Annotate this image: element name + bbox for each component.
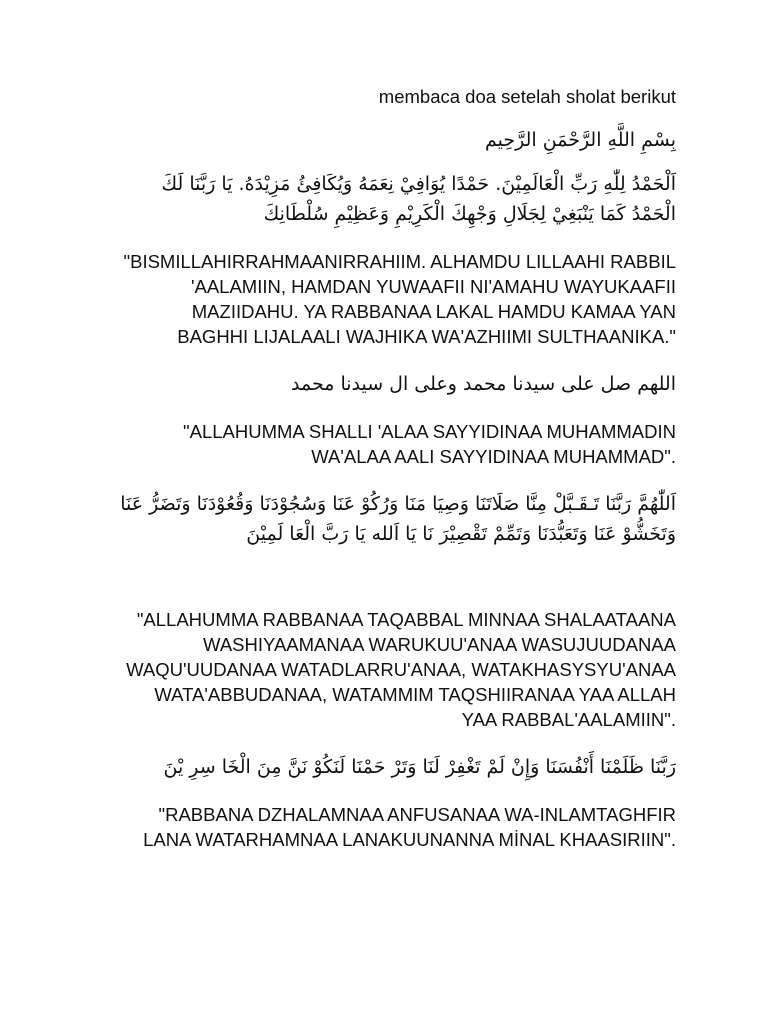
heading-text: membaca doa setelah sholat berikut: [378, 86, 676, 107]
hamdalah-arabic: اَلْحَمْدُ لِلّٰهِ رَبِّ الْعَالَمِيْنَ. حَمْدًا يُوَافِيْ نِعَمَهُ وَيُكَافِئُ مَزِيْدَهُ. يَا رَبَّنَا لَكَ الْحَمْدُ كَمَا يَنْبَغِيْ لِجَلَالِ وَجْهِكَ الْكَرِيْمِ وَعَظِيْمِ سُلْطَانِكَ: [161, 173, 676, 225]
basmalah-arabic: بِسْمِ اللَّهِ الرَّحْمَنِ الرَّحِيم: [485, 129, 676, 151]
document-page: [118, 84, 676, 852]
taqabbal-transliteration: "ALLAHUMMA RABBANAA TAQABBAL MINNAA SHALAATAANA WASHIYAAMANAA WARUKUU'ANAA WASUJUUDANAA WAQU'UUDANAA WATADLARRU'ANAA, WATAKHASYSYU'ANAA WATA'ABBUDANAA, WATAMMIM TAQSHIIRANAA YAA ALLAH YAA RABBAL'AALAMIIN".: [126, 609, 676, 730]
rabbana-transliteration: "RABBANA DZHALAMNAA ANFUSANAA WA-INLAMTAGHFIR LANA WATARHAMNAA LANAKUUNANNA MİNAL KHAASIRIIN".: [143, 804, 676, 850]
shalawat-transliteration: "ALLAHUMMA SHALLI 'ALAA SAYYIDINAA MUHAMMADIN WA'ALAA AALI SAYYIDINAA MUHAMMAD".: [183, 421, 676, 467]
rabbana-arabic: رَبَّنَا ظَلَمْنَا أَنْفُسَنَا وَإِنْ لَمْ تَغْفِرْ لَنَا وَتَرْ حَمْنَا لَنَكُوْ نَنَّ مِنَ الْخَا سِرِ يْنَ: [163, 756, 676, 778]
taqabbal-arabic: اَللّٰهُمَّ رَبَّنَا تَـقَـبَّلْ مِنَّا صَلَاتَنَا وَصِيَا مَنَا وَرُكُوْ عَنَا وَسُجُوْدَنَا وَقُعُوْدَنَا وَتَضَرُّ عَنَا وَتَخَشُّوْ عَنَا وَتَعَبُّدَنَا وَتَمِّمْ تَقْصِيْرَ نَا يَا اَلله يَا رَبَّ الْعَا لَمِيْنَ: [120, 493, 676, 545]
hamdalah-transliteration: "BISMILLAHIRRAHMAANIRRAHIIM. ALHAMDU LILLAAHI RABBIL 'AALAMIIN, HAMDAN YUWAAFII NI'AMAHU WAYUKAAFII MAZIIDAHU. YA RABBANAA LAKAL HAMDU KAMAA YAN BAGHHI LIJALAALI WAJHIKA WA'AZHIIMI SULTHAANIKA.": [123, 251, 676, 347]
shalawat-arabic: اللهم صل على سيدنا محمد وعلى ال سيدنا محمد: [291, 373, 676, 395]
